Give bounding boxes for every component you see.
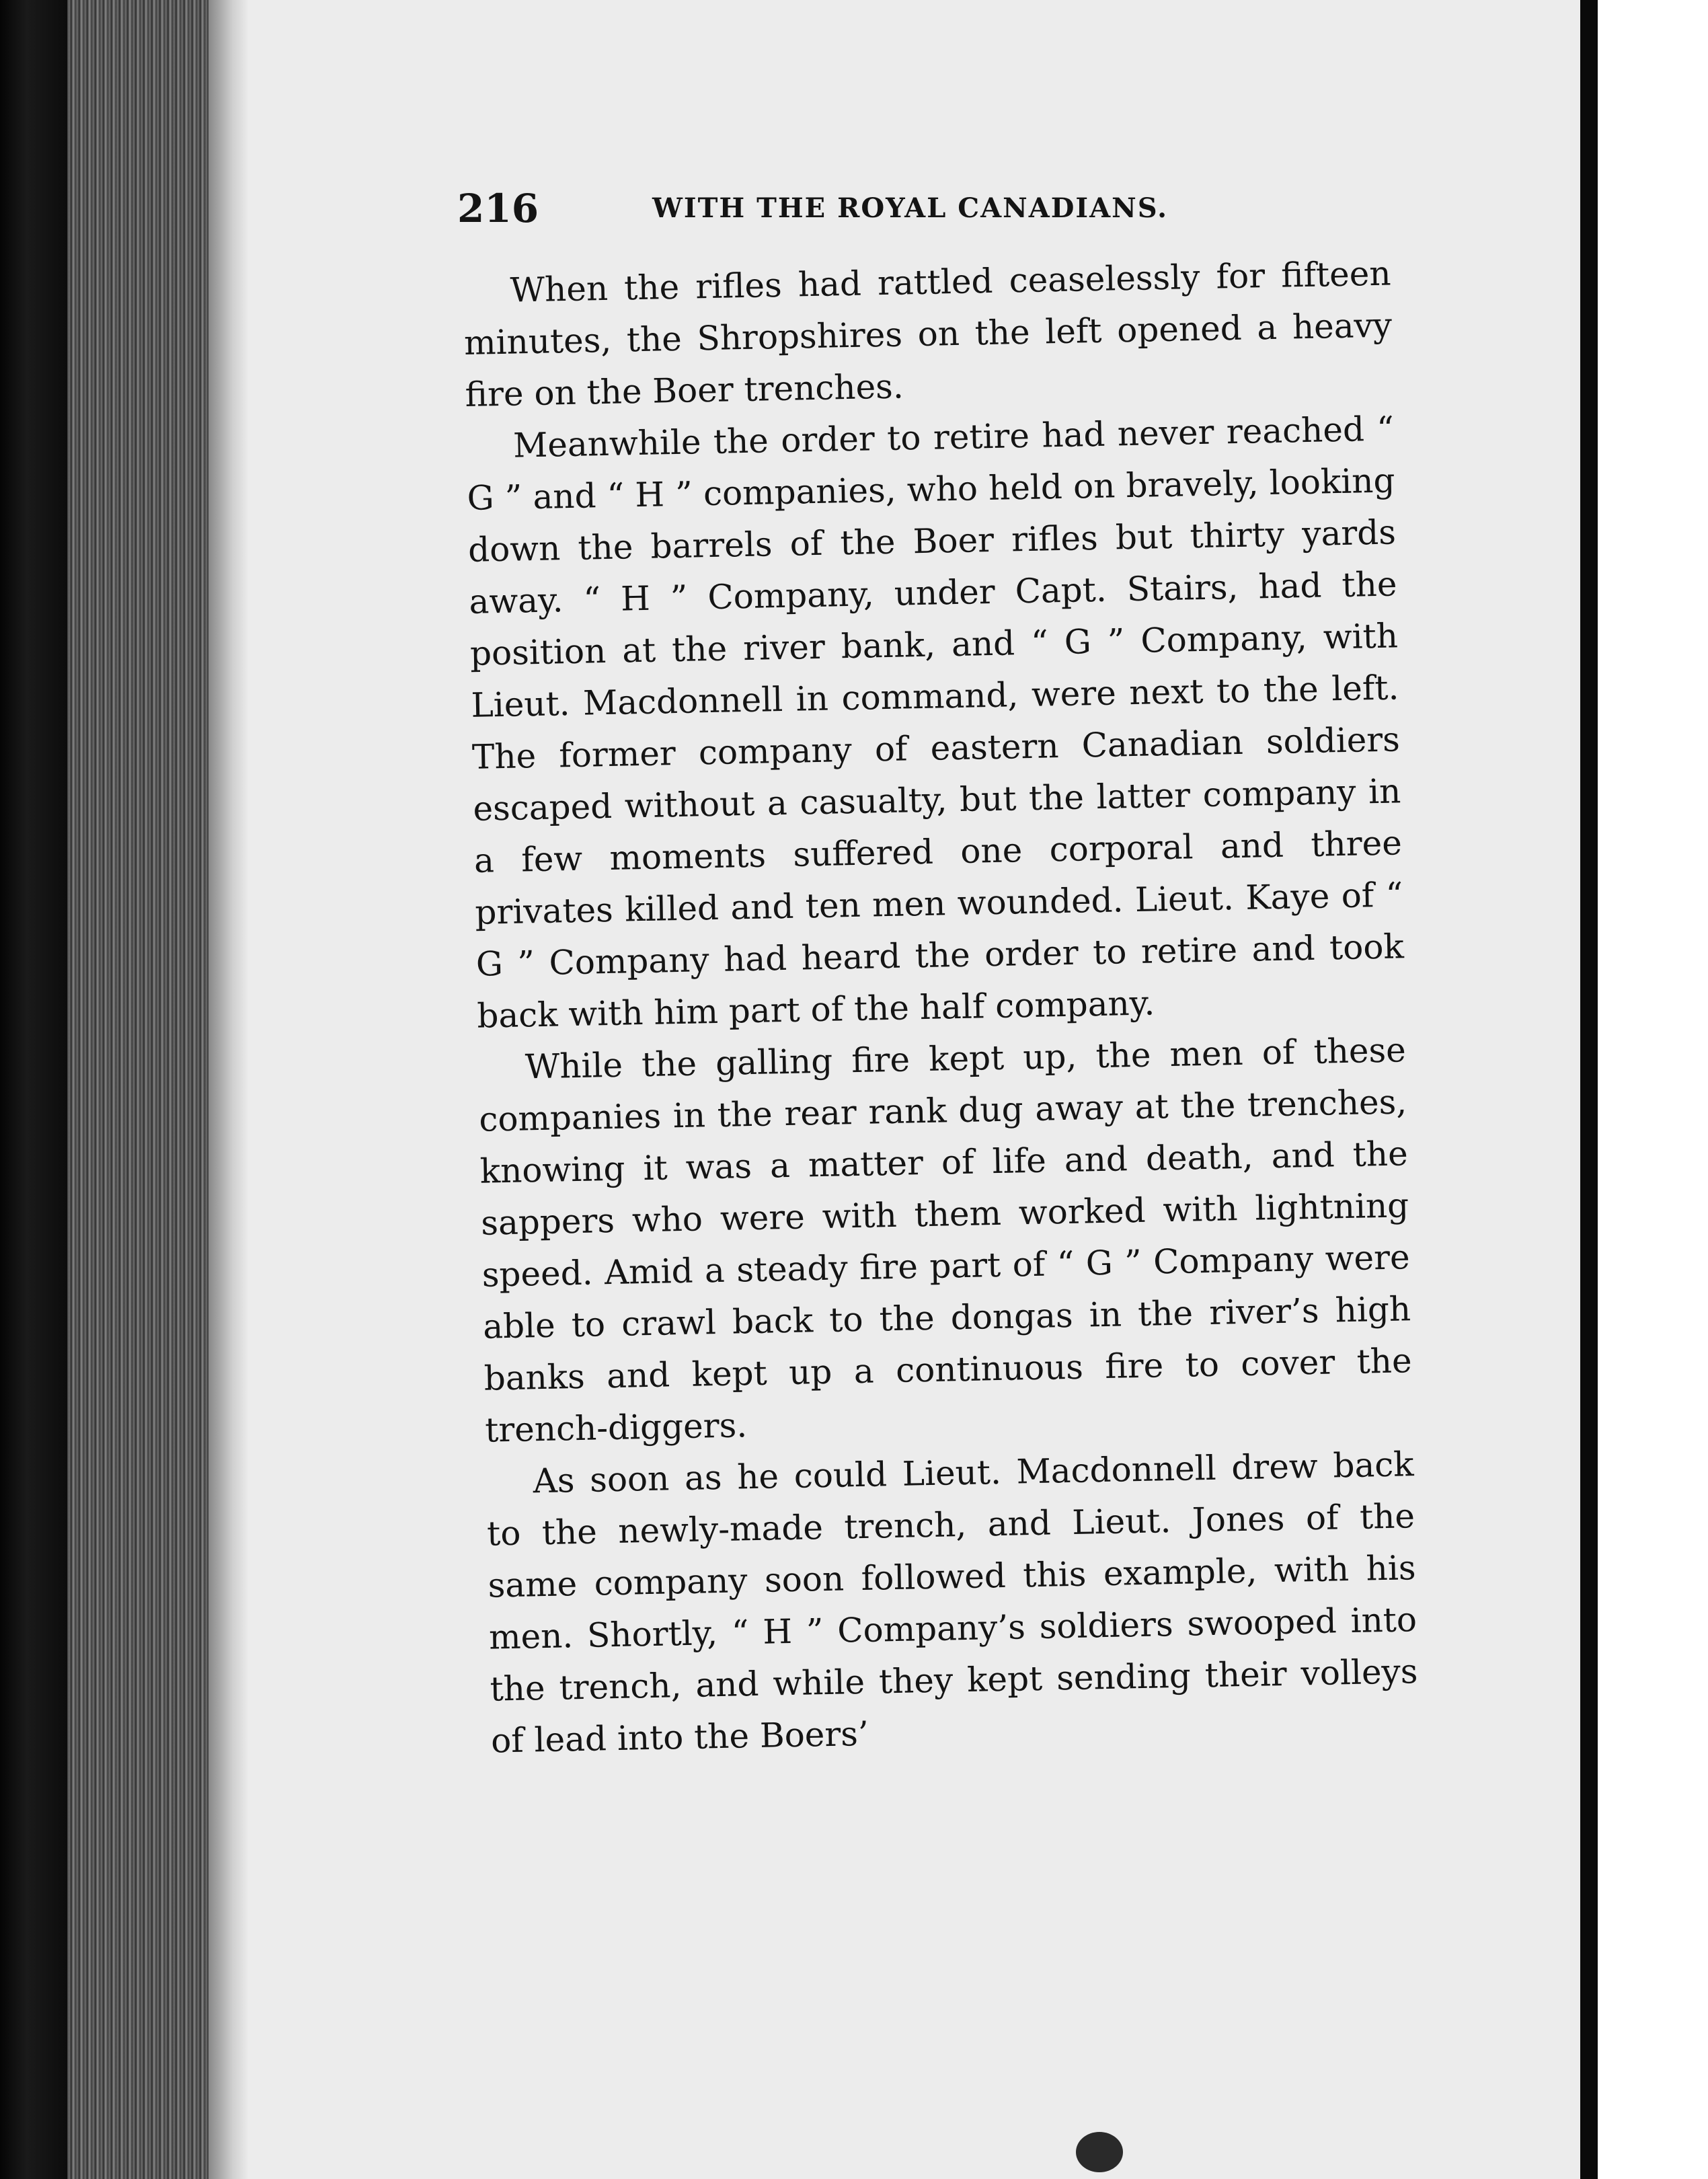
page-number: 216 [457, 186, 539, 231]
body-text [463, 248, 1420, 1767]
paragraph-1: When the rifles had rattled ceaselessly for fifteen minutes, the Shropshires on the left opened a heavy fire on the Boer trenches. [463, 254, 1393, 414]
gutter-shadow [208, 0, 249, 2179]
page-header [457, 186, 1412, 246]
paragraph-2: Meanwhile the order to retire had never reached “ G ” and “ H ” companies, who held on bravely, looking down the barrels of the Boer rifles but thirty yards away. “ H ” Company, under Capt. Stairs, had the position at the river bank, and “ G ” Company, with Lieut. Macdonnell in command, were next to the left. The former company of eastern Canadian soldiers escaped without a casualty, but the latter company in a few moments suffered one corporal and three privates killed and ten men wounded. Lieut. Kaye of “ G ” Company had heard the order to retire and took back with him part of the half company. [467, 409, 1405, 1036]
paragraph-3: While the galling fire kept up, the men of these companies in the rear rank dug away at the trenches, knowing it was a matter of life and death, and the sappers who were with them worked with lightning speed. Amid a steady fire part of “ G ” Company were able to crawl back to the dongas in the river’s high banks and kept up a continuous fire to cover the trench-diggers. [478, 1030, 1413, 1450]
paragraph-4: As soon as he could Lieut. Macdonnell drew back to the newly-made trench, and Lieut. Jones of the same company soon followed this example, with his men. Shortly, “ H ” Company’s soldiers swooped into the trench, and while they kept sending their volleys of lead into the Boers’ [486, 1445, 1418, 1761]
running-head: WITH THE ROYAL CANADIANS. [652, 192, 1169, 224]
book-spine [0, 0, 67, 2179]
page-edges [67, 0, 208, 2179]
ink-blot [1076, 2132, 1123, 2172]
facing-page-edge [1580, 0, 1598, 2179]
right-margin [1598, 0, 1708, 2179]
